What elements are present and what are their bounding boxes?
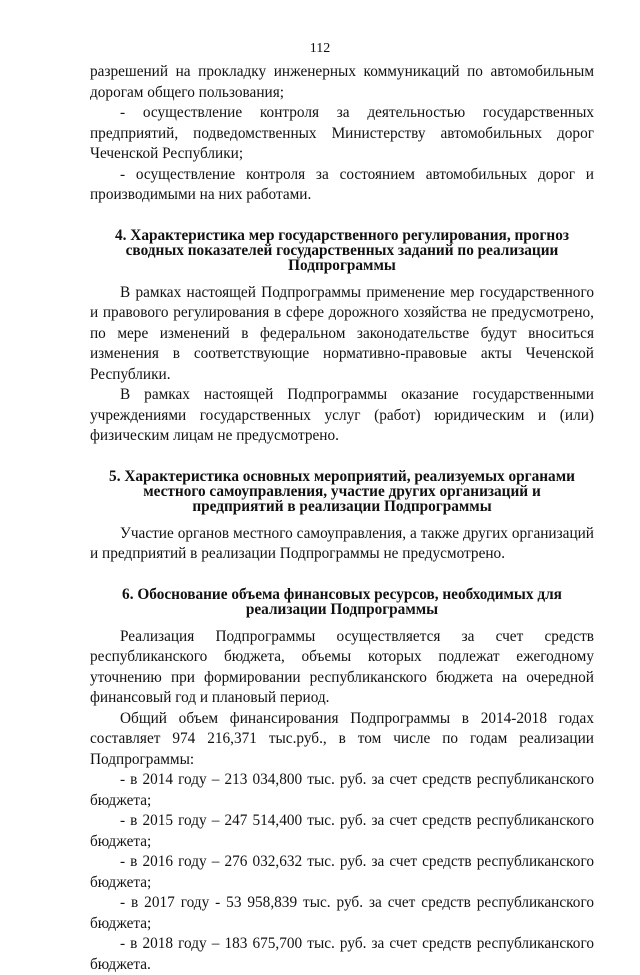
spacer [90, 447, 594, 469]
spacer [90, 617, 594, 627]
section-5-paragraph: Участие органов местного самоуправления, а также других организаций и предприятий в реализации Подпрограммы не предусмотрено. [90, 524, 594, 562]
section-6-paragraph: Реализация Подпрограммы осуществляется за счет средств республиканского бюджета, объемы которых подлежат ежегодному уточнению при формировании республиканского бюджета на очередной финансовый год и плановый период. [90, 627, 594, 706]
spacer [90, 273, 594, 283]
funding-year-item: - в 2014 году – 213 034,800 тыс. руб. за счет средств республиканского бюджета; [90, 771, 594, 809]
document-body [90, 62, 594, 975]
page-number: 112 [309, 41, 331, 56]
section-4-paragraph: В рамках настоящей Подпрограммы оказание государственными учреждениями государственных услуг (работ) юридическим и (или) физическим лицам не предусмотрено. [90, 386, 594, 444]
spacer [90, 206, 594, 228]
intro-bullet: - осуществление контроля за деятельностью государственных предприятий, подведомственных Министерству автомобильных дорог Чеченской Республики; [90, 104, 594, 162]
funding-year-item: - в 2017 году - 53 958,839 тыс. руб. за счет средств республиканского бюджета; [90, 894, 594, 932]
funding-year-item: - в 2016 году – 276 032,632 тыс. руб. за счет средств республиканского бюджета; [90, 853, 594, 891]
funding-year-item: - в 2018 году – 183 675,700 тыс. руб. за счет средств республиканского бюджета. [90, 935, 594, 973]
section-4-heading: 4. Характеристика мер государственного регулирования, прогноз сводных показателей государственных заданий по реализации Подпрограммы [114, 226, 569, 274]
section-4-paragraph: В рамках настоящей Подпрограммы применение мер государственного и правового регулирования в сфере дорожного хозяйства не предусмотрено, по мере изменений в федеральном законодательстве будут вноситься изменения в соответствующие нормативно-правовые акты Чеченской Республики. [90, 283, 594, 383]
intro-continuation: разрешений на прокладку инженерных коммуникаций по автомобильным дорогам общего пользования; [90, 63, 594, 101]
section-6-paragraph: Общий объем финансирования Подпрограммы в 2014-2018 годах составляет 974 216,371 тыс.руб., в том числе по годам реализации Подпрограммы: [90, 709, 594, 768]
spacer [90, 514, 594, 524]
section-6-heading: 6. Обоснование объема финансовых ресурсов, необходимых для реализации Подпрограммы [122, 585, 562, 618]
funding-year-item: - в 2015 году – 247 514,400 тыс. руб. за счет средств республиканского бюджета; [90, 812, 594, 850]
section-5-heading: 5. Характеристика основных мероприятий, реализуемых органами местного самоуправления, участие других организаций и предприятий в реализации Подпрограммы [109, 467, 575, 515]
spacer [90, 565, 594, 587]
intro-bullet: - осуществление контроля за состоянием автомобильных дорог и производимыми на них работами. [90, 165, 594, 203]
